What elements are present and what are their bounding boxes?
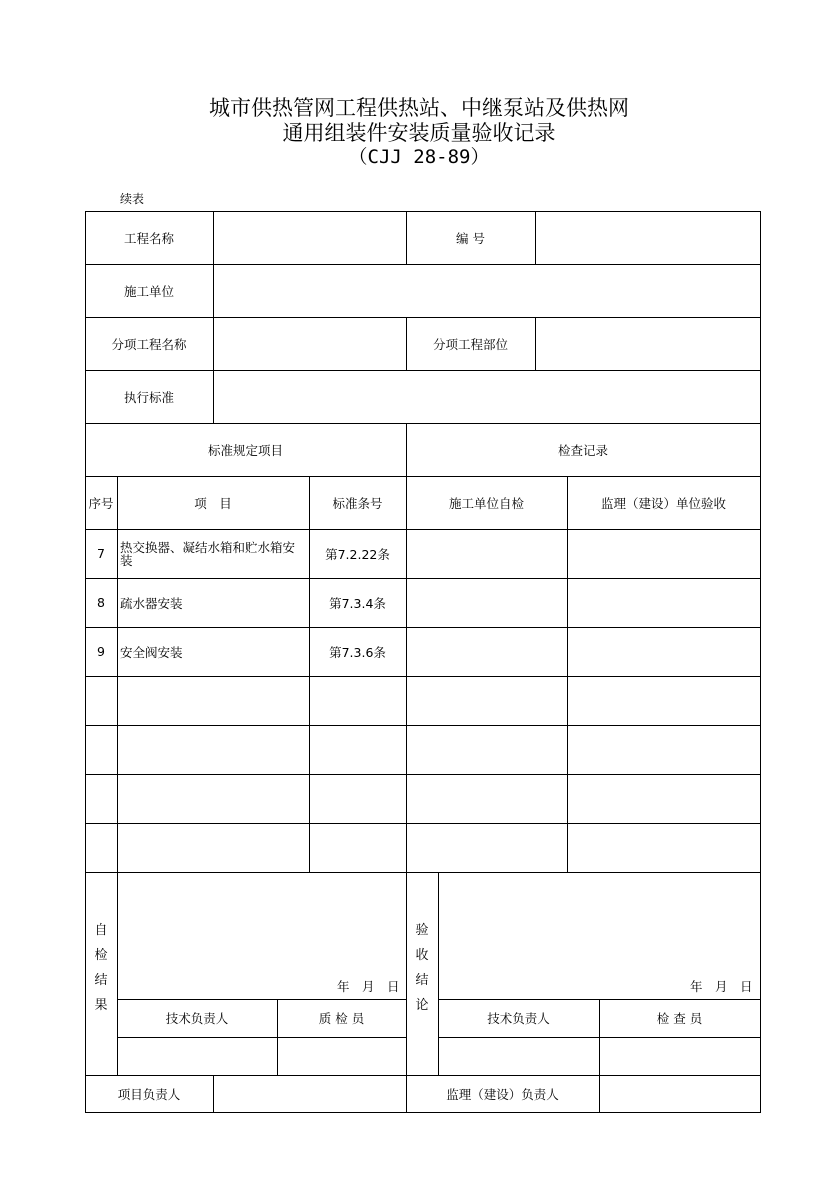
row-self-check-cell[interactable]: [407, 579, 566, 626]
row-item: 安全阀安装: [120, 644, 183, 660]
self-check-label-char: 结: [94, 973, 108, 988]
self-check-label-char: 果: [94, 998, 108, 1013]
project-name-label: 工程名称: [123, 230, 174, 246]
row-item[interactable]: [120, 774, 307, 823]
subitem-name-label: 分项工程名称: [111, 336, 187, 352]
self-check-label-char: 自: [94, 923, 108, 938]
acceptance-label-char: 结: [415, 973, 429, 988]
self-check-tech-lead-label: 技术负责人: [165, 1011, 229, 1026]
acceptance-date: 年 月 日: [690, 979, 753, 994]
subitem-part-field[interactable]: [536, 317, 760, 370]
document-standard-code: （CJJ 28-89）: [348, 146, 490, 168]
subitem-part-label: 分项工程部位: [432, 336, 508, 352]
row-self-check-cell[interactable]: [407, 530, 566, 577]
row-item: 疏水器安装: [120, 595, 183, 611]
row-supervision-cell[interactable]: [568, 677, 759, 724]
acceptance-tech-lead-signature[interactable]: [439, 1038, 598, 1074]
row-supervision-cell[interactable]: [568, 726, 759, 773]
self-check-label-char: 检: [94, 948, 108, 963]
row-item[interactable]: [120, 725, 307, 774]
subitem-name-field[interactable]: [214, 317, 406, 370]
supervisor-manager-label: 监理（建设）负责人: [446, 1086, 559, 1102]
acceptance-tech-lead-label: 技术负责人: [487, 1011, 550, 1026]
row-item[interactable]: [120, 823, 307, 872]
self-check-result-area[interactable]: [118, 873, 406, 968]
standard-label: 执行标准: [123, 389, 174, 405]
self-check-quality-inspector-label: 质 检 员: [318, 1011, 365, 1026]
grid-line: [85, 1112, 761, 1113]
column-header-self-check: 施工单位自检: [448, 495, 524, 511]
row-seq[interactable]: [85, 676, 117, 725]
row-self-check-cell[interactable]: [407, 824, 566, 871]
acceptance-inspector-signature[interactable]: [600, 1038, 759, 1074]
contractor-field[interactable]: [214, 264, 760, 317]
continuation-note: 续表: [120, 192, 145, 206]
row-supervision-cell[interactable]: [568, 775, 759, 822]
grid-line: [760, 211, 761, 1113]
contractor-label: 施工单位: [123, 283, 174, 299]
self-check-result-label: [85, 912, 117, 1024]
row-supervision-cell[interactable]: [568, 628, 759, 675]
row-clause: 第7.2.22条: [325, 546, 390, 562]
row-clause[interactable]: [309, 823, 406, 872]
row-seq: 8: [97, 595, 105, 610]
project-manager-label: 项目负责人: [117, 1086, 181, 1102]
row-self-check-cell[interactable]: [407, 628, 566, 675]
project-name-field[interactable]: [214, 211, 406, 264]
row-seq[interactable]: [85, 823, 117, 872]
standard-field[interactable]: [214, 370, 760, 423]
document-title-line2: 通用组装件安装质量验收记录: [282, 121, 556, 145]
row-self-check-cell[interactable]: [407, 726, 566, 773]
row-self-check-cell[interactable]: [407, 775, 566, 822]
document-title-line1: 城市供热管网工程供热站、中继泵站及供热网: [209, 96, 629, 120]
row-seq[interactable]: [85, 725, 117, 774]
row-seq[interactable]: [85, 774, 117, 823]
column-header-item: 项 目: [194, 495, 232, 511]
column-header-seq: 序号: [88, 495, 114, 511]
acceptance-label-char: 收: [415, 948, 429, 963]
acceptance-label-char: 验: [415, 923, 429, 938]
row-self-check-cell[interactable]: [407, 677, 566, 724]
row-clause[interactable]: [309, 774, 406, 823]
column-header-supervision: 监理（建设）单位验收: [600, 495, 726, 511]
row-item: 热交换器、凝结水箱和贮水箱安装: [120, 540, 296, 568]
row-seq: 9: [97, 644, 105, 659]
self-check-tech-lead-signature[interactable]: [118, 1038, 276, 1074]
supervisor-manager-signature[interactable]: [600, 1076, 759, 1111]
row-seq: 7: [97, 546, 105, 561]
row-item[interactable]: [120, 676, 307, 725]
acceptance-inspector-label: 检 查 员: [656, 1011, 703, 1026]
inspection-record-heading: 检查记录: [557, 442, 608, 458]
row-supervision-cell[interactable]: [568, 824, 759, 871]
acceptance-conclusion-label: [406, 912, 438, 1024]
serial-number-label: 编 号: [456, 230, 485, 246]
project-manager-signature[interactable]: [214, 1076, 405, 1111]
grid-line: [117, 476, 118, 1076]
row-supervision-cell[interactable]: [568, 579, 759, 626]
row-clause[interactable]: [309, 725, 406, 774]
standard-items-heading: 标准规定项目: [207, 442, 283, 458]
serial-number-field[interactable]: [536, 211, 760, 264]
column-header-clause: 标准条号: [332, 495, 383, 511]
row-clause[interactable]: [309, 676, 406, 725]
acceptance-conclusion-area[interactable]: [439, 873, 759, 968]
acceptance-label-char: 论: [415, 998, 429, 1013]
self-check-date: 年 月 日: [337, 979, 400, 994]
self-check-inspector-signature[interactable]: [278, 1038, 405, 1074]
row-supervision-cell[interactable]: [568, 530, 759, 577]
row-clause: 第7.3.6条: [329, 644, 386, 660]
row-clause: 第7.3.4条: [329, 595, 386, 611]
